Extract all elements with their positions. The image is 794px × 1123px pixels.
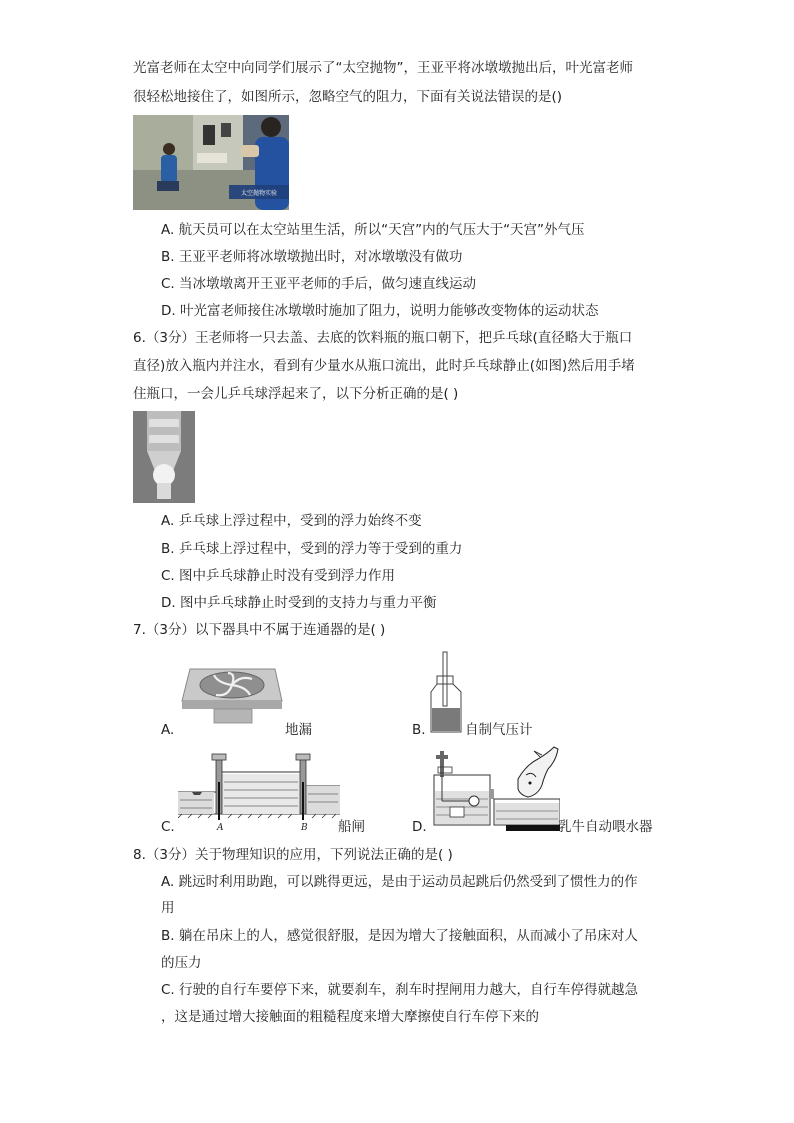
- cow-feeder-figure: [430, 745, 560, 833]
- q7-choice-c-name: 船闸: [338, 819, 365, 835]
- q5-photo-caption: 太空抛物实验: [240, 190, 278, 197]
- lock-label-b: B: [301, 823, 308, 833]
- q7-choice-b-letter: B.: [412, 722, 426, 738]
- q8-option-c-line-2: ，这是通过增大接触面的粗糙程度来增大摩擦使自行车停下来的: [161, 1009, 539, 1025]
- q6-option-a: A. 乒乓球上浮过程中，受到的浮力始终不变: [161, 513, 422, 529]
- q6-option-c: C. 图中乒乓球静止时没有受到浮力作用: [161, 568, 396, 584]
- q6-option-b: B. 乒乓球上浮过程中，受到的浮力等于受到的重力: [161, 541, 463, 557]
- q8-stem: 8.（3分）关于物理知识的应用，下列说法正确的是( ): [133, 847, 453, 863]
- q8-option-a-line-1: A. 跳远时利用助跑，可以跳得更远，是由于运动员起跳后仍然受到了惯性力的作: [161, 874, 638, 890]
- q8-option-b-line-2: 的压力: [161, 955, 202, 971]
- q5-stem-line-1: 光富老师在太空中向同学们展示了“太空抛物”，王亚平将冰墩墩抛出后，叶光富老师: [133, 60, 633, 76]
- q6-stem-line-2: 直径)放入瓶内并注水，看到有少量水从瓶口流出，此时乒乓球静止(如图)然后用手堵: [133, 358, 635, 374]
- q7-choice-d-name: 乳牛自动喂水器: [558, 819, 653, 835]
- q5-stem-line-2: 很轻松地接住了，如图所示，忽略空气的阻力，下面有关说法错误的是(): [133, 89, 563, 105]
- q5-option-c: C. 当冰墩墩离开王亚平老师的手后，做匀速直线运动: [161, 276, 477, 292]
- q8-option-c-line-1: C. 行驶的自行车要停下来，就要刹车，刹车时捏闸用力越大，自行车停得就越急: [161, 982, 639, 998]
- q5-option-b: B. 王亚平老师将冰墩墩抛出时，对冰墩墩没有做功: [161, 249, 463, 265]
- q6-bottle-photo: [133, 411, 195, 503]
- ship-lock-figure: [178, 752, 340, 834]
- q7-choice-a-name: 地漏: [285, 722, 312, 738]
- q7-choice-d-letter: D.: [412, 819, 427, 835]
- q5-option-d: D. 叶光富老师接住冰墩墩时施加了阻力，说明力能够改变物体的运动状态: [161, 303, 599, 319]
- q8-option-a-line-2: 用: [161, 900, 175, 916]
- barometer-figure: [426, 650, 466, 734]
- floor-drain-figure: [180, 665, 285, 730]
- q7-choice-b-name: 自制气压计: [465, 722, 533, 738]
- q6-stem-line-3: 住瓶口，一会儿乒乓球浮起来了，以下分析正确的是( ): [133, 386, 459, 402]
- lock-label-a: A: [217, 823, 224, 833]
- q6-stem-line-1: 6.（3分）王老师将一只去盖、去底的饮料瓶的瓶口朝下，把乒乓球(直径略大于瓶口: [133, 330, 633, 346]
- q5-space-station-photo: [133, 115, 289, 210]
- q7-stem: 7.（3分）以下器具中不属于连通器的是( ): [133, 622, 386, 638]
- q7-choice-a-letter: A.: [161, 722, 175, 738]
- q7-choice-c-letter: C.: [161, 819, 175, 835]
- q8-option-b-line-1: B. 躺在吊床上的人，感觉很舒服，是因为增大了接触面积，从而减小了吊床对人: [161, 928, 638, 944]
- q6-option-d: D. 图中乒乓球静止时受到的支持力与重力平衡: [161, 595, 437, 611]
- q5-option-a: A. 航天员可以在太空站里生活，所以“天宫”内的气压大于“天宫”外气压: [161, 222, 585, 238]
